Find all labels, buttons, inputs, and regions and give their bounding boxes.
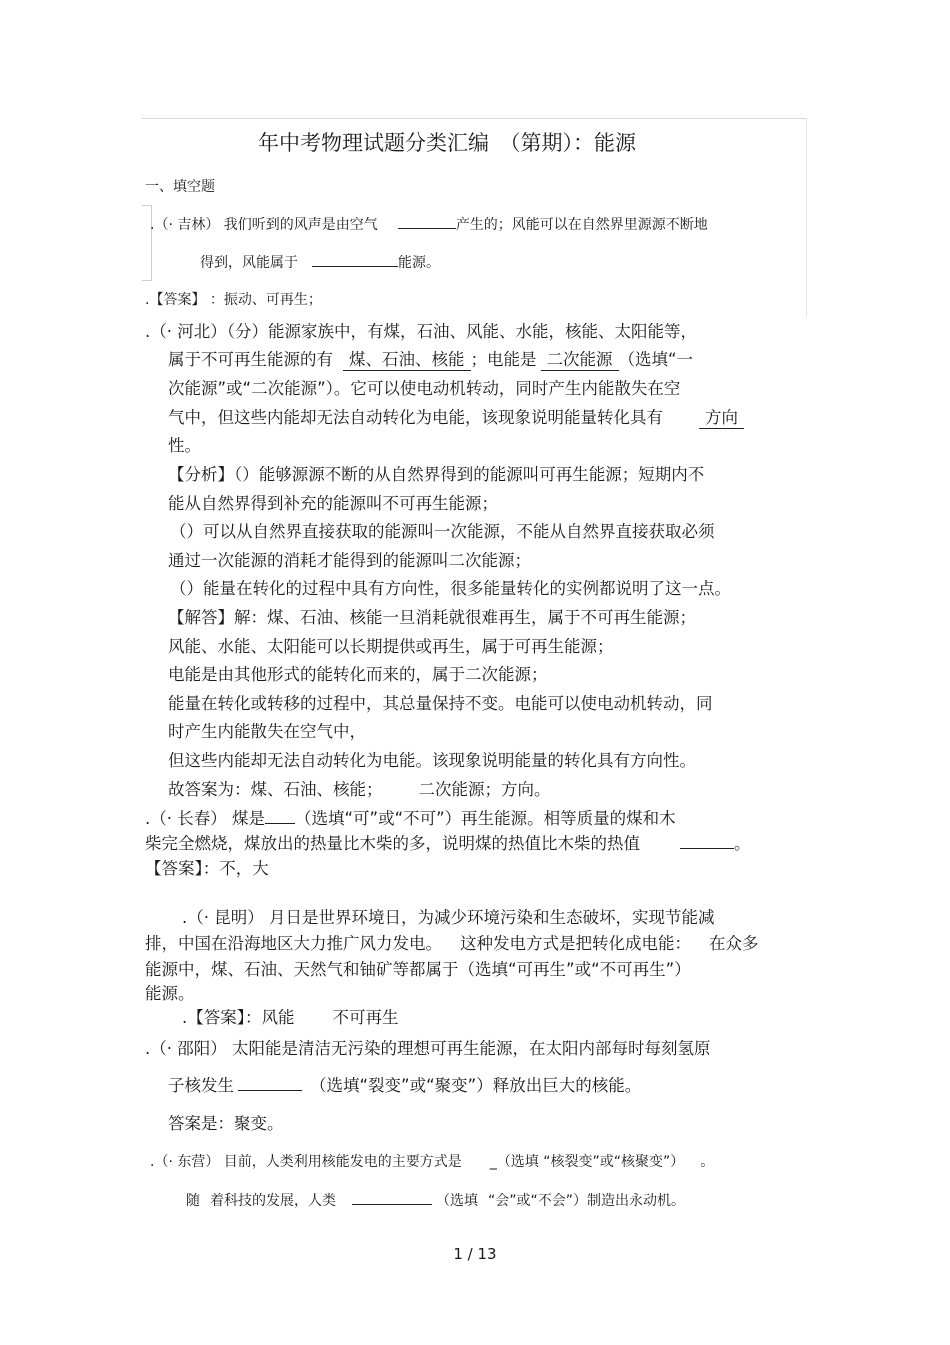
q6-line2: 随 着科技的发展，人类 （选填 “会”或“不会”）制造出永动机。 bbox=[186, 1193, 686, 1209]
q5-line2: 子核发生 （选填“裂变”或“聚变”）释放出巨大的核能。 bbox=[168, 1076, 642, 1095]
q6-line1: .（· 东营） 目前，人类利用核能发电的主要方式是 _（选填 “核裂变”或“核聚变”） 。 bbox=[150, 1154, 715, 1170]
q5-answer: 答案是：聚变。 bbox=[168, 1114, 284, 1133]
q3-answer: 【答案】：不，大 bbox=[145, 859, 269, 878]
q5-blank bbox=[238, 1090, 302, 1091]
q5-line1: .（· 邵阳） 太阳能是清洁无污染的理想可再生能源，在太阳内部每时每刻氢原 bbox=[145, 1039, 711, 1058]
q2-solution-6: 但这些内能却无法自动转化为电能。该现象说明能量的转化具有方向性。 bbox=[168, 751, 696, 770]
q2-analysis-4: 通过一次能源的消耗才能得到的能源叫二次能源； bbox=[168, 551, 531, 570]
q4-answer: .【答案】：风能 不可再生 bbox=[182, 1008, 399, 1027]
q1-blank-2 bbox=[312, 266, 398, 267]
q2-line2: 属于不可再生能源的有 煤、石油、核能 ；电能是 二次能源 （选填“一 bbox=[168, 346, 693, 371]
section-heading: 一、填空题 bbox=[145, 179, 215, 195]
q4-line4: 能源。 bbox=[145, 984, 195, 1003]
q2-line1: .（· 河北）（分）能源家族中，有煤，石油、风能、水能，核能、太阳能等， bbox=[145, 322, 697, 341]
q2-analysis-3: （）可以从自然界直接获取的能源叫一次能源，不能从自然界直接获取必须 bbox=[170, 522, 715, 541]
q2-analysis-5: （）能量在转化的过程中具有方向性，很多能量转化的实例都说明了这一点。 bbox=[170, 579, 731, 598]
q4-line1: .（· 昆明） 月日是世界环境日，为减少环境污染和生态破坏，实现节能减 bbox=[182, 908, 715, 927]
document-title: 年中考物理试题分类汇编 （第期）：能源 bbox=[258, 131, 636, 155]
q2-answer-1: 煤、石油、核能 bbox=[343, 346, 471, 371]
q1-blank-1 bbox=[398, 228, 456, 229]
page-indicator: 1 / 13 bbox=[453, 1245, 497, 1263]
q2-line3: 次能源”或“二次能源”）。它可以使电动机转动，同时产生内能散失在空 bbox=[168, 379, 681, 398]
q2-solution-5: 时产生内能散失在空气中， bbox=[168, 722, 366, 741]
q2-analysis-1: 【分析】（）能够源源不断的从自然界得到的能源叫可再生能源；短期内不 bbox=[168, 465, 705, 484]
q3-line1: .（· 长春） 煤是 （选填“可”或“不可”）再生能源。相等质量的煤和木 bbox=[145, 809, 676, 828]
q1-answer: .【答案】 ：振动、可再生； bbox=[145, 292, 322, 308]
q1-line2: 得到，风能属于 能源。 bbox=[200, 255, 440, 271]
q2-solution-2: 风能、水能、太阳能可以长期提供或再生，属于可再生能源； bbox=[168, 637, 614, 656]
q4-line2: 排，中国在沿海地区大力推广风力发电。 这种发电方式是把转化成电能： 在众多 bbox=[145, 934, 759, 953]
q3-blank-2 bbox=[680, 848, 734, 849]
q6-blank bbox=[352, 1204, 432, 1205]
q3-blank-1 bbox=[265, 823, 295, 824]
q1-line1: .（· 吉林） 我们听到的风声是由空气 产生的；风能可以在自然界里源源不断地 bbox=[150, 217, 708, 233]
q2-answer-3: 方向 bbox=[699, 404, 744, 429]
q2-final-answer: 故答案为：煤、石油、核能； 二次能源；方向。 bbox=[168, 780, 551, 799]
q2-solution-4: 能量在转化或转移的过程中，其总量保持不变。电能可以使电动机转动，同 bbox=[168, 694, 713, 713]
q2-line4: 气中，但这些内能却无法自动转化为电能，该现象说明能量转化具有 方向 bbox=[168, 404, 744, 429]
q2-answer-2: 二次能源 bbox=[541, 346, 619, 371]
q2-line5: 性。 bbox=[168, 436, 201, 455]
q4-line3: 能源中，煤、石油、天然气和铀矿等都属于（选填“可再生”或“不可再生”） bbox=[145, 960, 691, 979]
q3-line2: 柴完全燃烧，煤放出的热量比木柴的多，说明煤的热值比木柴的热值 。 bbox=[145, 834, 751, 853]
q2-solution-1: 【解答】解：煤、石油、核能一旦消耗就很难再生，属于不可再生能源； bbox=[168, 608, 696, 627]
q2-analysis-2: 能从自然界得到补充的能源叫不可再生能源； bbox=[168, 494, 498, 513]
q2-solution-3: 电能是由其他形式的能转化而来的，属于二次能源； bbox=[168, 665, 548, 684]
